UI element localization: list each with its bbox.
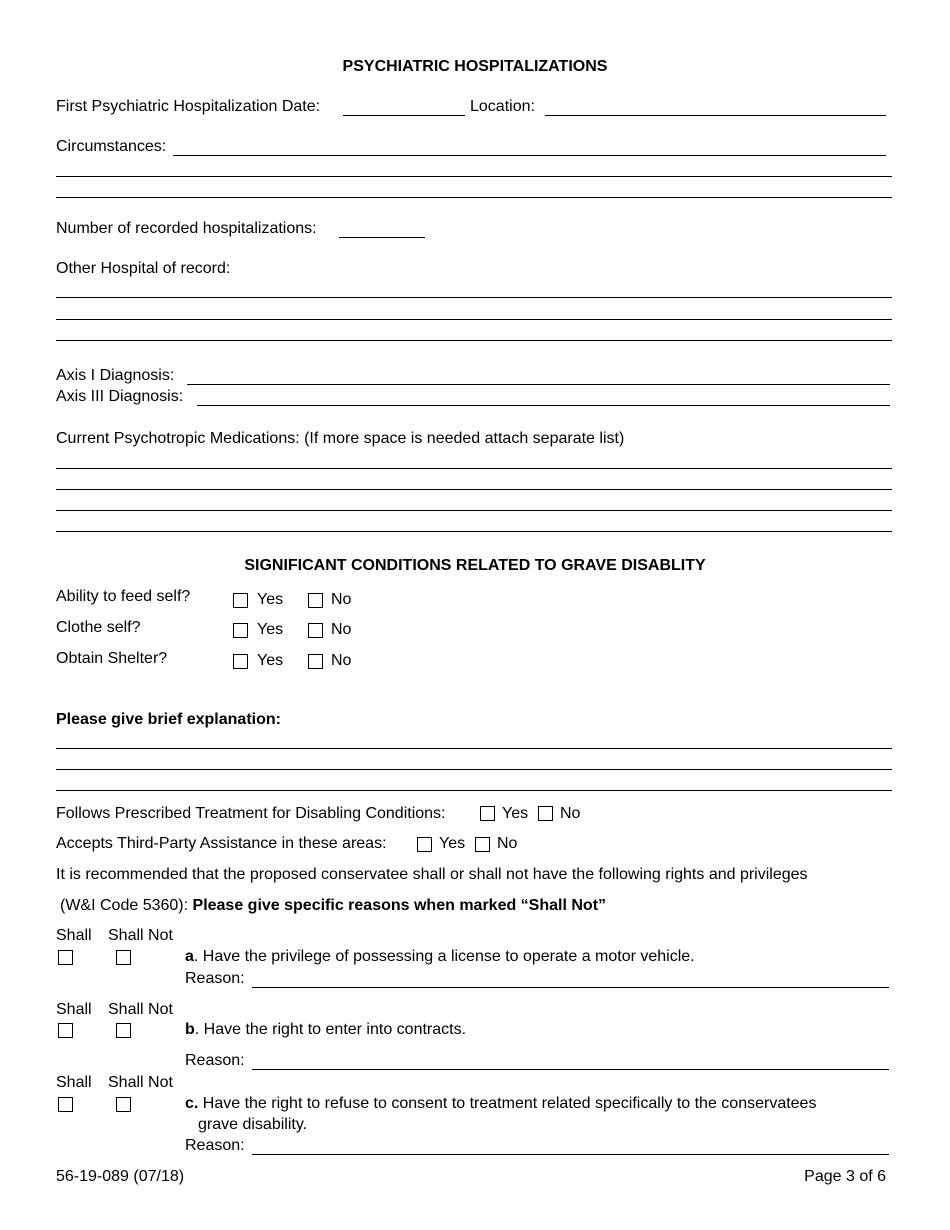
- shelter-yes-checkbox[interactable]: [233, 654, 248, 669]
- right-letter: a: [185, 948, 194, 965]
- medications-line[interactable]: [56, 531, 892, 532]
- axis3-label: Axis III Diagnosis:: [56, 388, 184, 405]
- location-field[interactable]: [545, 115, 886, 116]
- feed-yes-checkbox[interactable]: [233, 593, 248, 608]
- wi-instruction: Please give specific reasons when marked “Shall Not”: [192, 897, 607, 914]
- shall-header: Shall: [56, 1074, 92, 1091]
- reason-label: Reason:: [185, 970, 245, 987]
- conditions-heading: SIGNIFICANT CONDITIONS RELATED TO GRAVE DISABLITY: [244, 557, 706, 574]
- yes-label: Yes: [257, 621, 284, 638]
- no-label: No: [331, 621, 352, 638]
- yes-label: Yes: [502, 805, 529, 822]
- right-letter: b: [185, 1021, 195, 1038]
- yes-label: Yes: [439, 835, 466, 852]
- right-a-shall-not-checkbox[interactable]: [116, 950, 131, 965]
- right-c-reason-field[interactable]: [252, 1154, 889, 1155]
- circumstances-label: Circumstances:: [56, 138, 167, 155]
- no-label: No: [497, 835, 518, 852]
- right-a-shall-checkbox[interactable]: [58, 950, 73, 965]
- other-hospital-label: Other Hospital of record:: [56, 260, 231, 277]
- accepts-assistance-yes-checkbox[interactable]: [417, 837, 432, 852]
- accepts-assistance-label: Accepts Third-Party Assistance in these areas:: [56, 835, 387, 852]
- accepts-assistance-no-checkbox[interactable]: [475, 837, 490, 852]
- clothe-yes-checkbox[interactable]: [233, 623, 248, 638]
- medications-line[interactable]: [56, 510, 892, 511]
- right-b-text: [185, 1021, 466, 1039]
- axis3-field[interactable]: [197, 405, 890, 406]
- shall-not-header: Shall Not: [108, 927, 173, 944]
- other-hospital-line[interactable]: [56, 297, 892, 298]
- shall-header: Shall: [56, 927, 92, 944]
- explanation-label: Please give brief explanation:: [56, 711, 281, 728]
- right-letter: c.: [185, 1095, 199, 1112]
- explanation-line[interactable]: [56, 748, 892, 749]
- medications-line[interactable]: [56, 489, 892, 490]
- condition-label: Clothe self?: [56, 619, 141, 636]
- condition-label: Obtain Shelter?: [56, 650, 168, 667]
- circumstances-field[interactable]: [173, 155, 886, 156]
- page-number: Page 3 of 6: [804, 1168, 886, 1185]
- right-c-shall-checkbox[interactable]: [58, 1097, 73, 1112]
- right-description: Have the right to refuse to consent to treatment related specifically to the conservatees: [198, 1095, 817, 1112]
- explanation-line[interactable]: [56, 769, 892, 770]
- num-hosp-label: Number of recorded hospitalizations:: [56, 220, 317, 237]
- recommendation-text: It is recommended that the proposed conservatee shall or shall not have the following rights and privileges: [56, 866, 808, 883]
- wi-code: (W&I Code 5360):: [60, 897, 189, 914]
- page-title: PSYCHIATRIC HOSPITALIZATIONS: [342, 58, 608, 75]
- first-hosp-date-label: First Psychiatric Hospitalization Date:: [56, 98, 321, 115]
- reason-label: Reason:: [185, 1137, 245, 1154]
- explanation-line[interactable]: [56, 790, 892, 791]
- right-b-shall-not-checkbox[interactable]: [116, 1023, 131, 1038]
- right-b-shall-checkbox[interactable]: [58, 1023, 73, 1038]
- right-a-text: [185, 948, 695, 966]
- follows-treatment-label: Follows Prescribed Treatment for Disabling Conditions:: [56, 805, 446, 822]
- shall-not-header: Shall Not: [108, 1001, 173, 1018]
- no-label: No: [331, 652, 352, 669]
- shelter-no-checkbox[interactable]: [308, 654, 323, 669]
- right-a-reason-field[interactable]: [252, 987, 889, 988]
- num-hosp-field[interactable]: [339, 237, 425, 238]
- no-label: No: [331, 591, 352, 608]
- right-b-reason-field[interactable]: [252, 1069, 889, 1070]
- location-label: Location:: [470, 98, 535, 115]
- reason-label: Reason:: [185, 1052, 245, 1069]
- yes-label: Yes: [257, 591, 284, 608]
- circumstances-line[interactable]: [56, 197, 892, 198]
- axis1-label: Axis I Diagnosis:: [56, 367, 175, 384]
- right-c-text: [185, 1095, 816, 1113]
- right-description: . Have the right to enter into contracts.: [194, 1021, 467, 1038]
- other-hospital-line[interactable]: [56, 340, 892, 341]
- feed-no-checkbox[interactable]: [308, 593, 323, 608]
- wi-code-line: [60, 897, 606, 915]
- condition-label: Ability to feed self?: [56, 588, 191, 605]
- first-hosp-date-field[interactable]: [343, 115, 465, 116]
- medications-label: Current Psychotropic Medications: (If more space is needed attach separate list): [56, 430, 625, 447]
- other-hospital-line[interactable]: [56, 319, 892, 320]
- follows-treatment-no-checkbox[interactable]: [538, 806, 553, 821]
- circumstances-line[interactable]: [56, 176, 892, 177]
- right-description: . Have the privilege of possessing a license to operate a motor vehicle.: [193, 948, 695, 965]
- medications-line[interactable]: [56, 468, 892, 469]
- no-label: No: [560, 805, 581, 822]
- form-number: 56-19-089 (07/18): [56, 1168, 185, 1185]
- shall-header: Shall: [56, 1001, 92, 1018]
- right-c-shall-not-checkbox[interactable]: [116, 1097, 131, 1112]
- yes-label: Yes: [257, 652, 284, 669]
- right-description-continued: grave disability.: [198, 1116, 308, 1133]
- axis1-field[interactable]: [187, 384, 890, 385]
- shall-not-header: Shall Not: [108, 1074, 173, 1091]
- clothe-no-checkbox[interactable]: [308, 623, 323, 638]
- follows-treatment-yes-checkbox[interactable]: [480, 806, 495, 821]
